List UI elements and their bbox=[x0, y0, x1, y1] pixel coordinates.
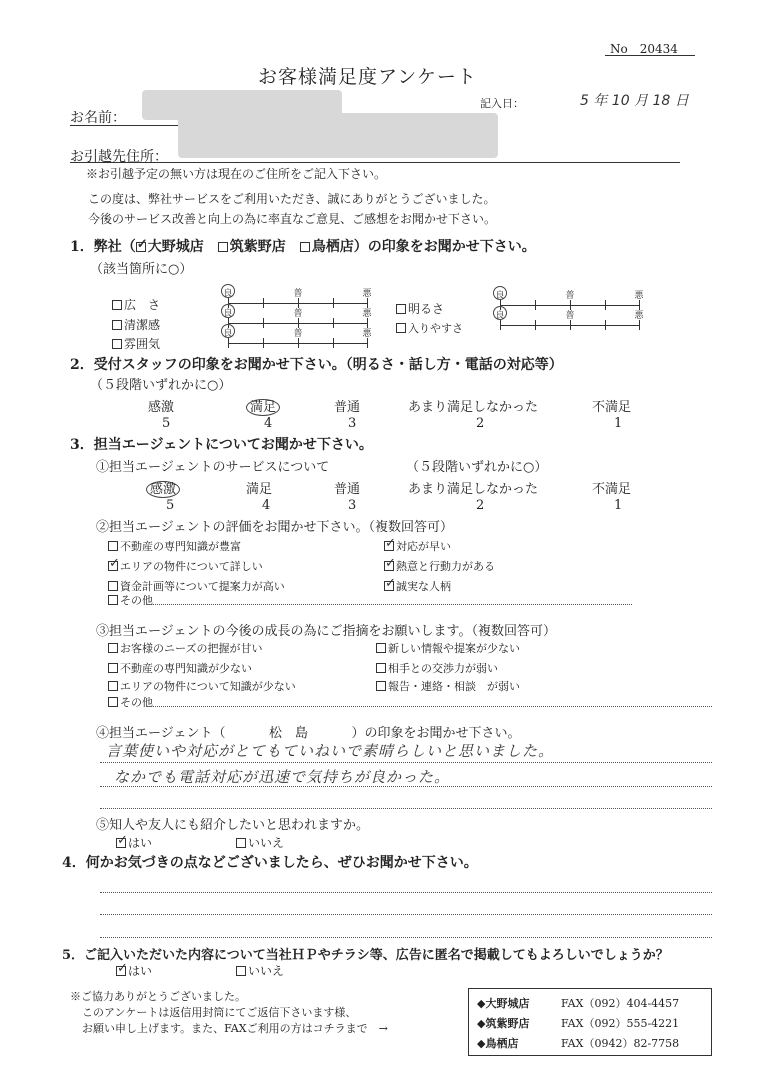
q4-line-1[interactable] bbox=[100, 892, 712, 893]
q1-sub: （該当箇所に○） bbox=[90, 262, 193, 277]
q1-item-brightness: 明るさ bbox=[396, 300, 444, 317]
selected-circle bbox=[493, 286, 507, 300]
q3-s4-line-2 bbox=[100, 786, 712, 787]
address-label: お引越先住所： bbox=[70, 149, 168, 165]
q3-s4-line-1 bbox=[100, 762, 712, 763]
q5-no: いいえ bbox=[236, 962, 284, 979]
q3-s2-opt-area: ✓エリアの物件について詳しい bbox=[108, 558, 263, 574]
q3-s3-other-line[interactable] bbox=[146, 706, 712, 707]
footer-note-1: このアンケートは返信用封筒にてご返信下さいます様、 bbox=[82, 1006, 357, 1019]
page-title: お客様満足度アンケート bbox=[258, 66, 477, 88]
q3-s3-opt-negotiation: 相手との交渉力が弱い bbox=[376, 660, 498, 676]
q3-s3-title: ③担当エージェントの今後の成長の為にご指摘をお願いします。（複数回答可） bbox=[96, 624, 556, 639]
contact-fax-onojo: FAX（092）404-4457 bbox=[561, 997, 680, 1010]
q2-level-5-num: 5 bbox=[162, 416, 171, 431]
q3-level-4-label[interactable]: 満足 bbox=[246, 482, 273, 497]
q3-level-2-label[interactable]: あまり満足しなかった bbox=[408, 482, 539, 497]
checkbox[interactable] bbox=[384, 581, 394, 591]
address-note: ※お引越予定の無い方は現在のご住所をご記入下さい。 bbox=[86, 167, 387, 181]
contact-store-onojo: ◆大野城店 bbox=[477, 997, 530, 1010]
q3-level-2-num: 2 bbox=[476, 498, 485, 513]
q3-s1-sub: （５段階いずれかに○） bbox=[406, 460, 548, 475]
q3-s5-no: いいえ bbox=[236, 834, 284, 851]
q2-level-2-label[interactable]: あまり満足しなかった bbox=[408, 400, 539, 415]
q3-s3-opt-needs: お客様のニーズの把握が甘い bbox=[108, 640, 262, 656]
q3-s3-opt-other: その他 bbox=[108, 694, 153, 710]
q3-s3-opt-info: 新しい情報や提案が少ない bbox=[376, 640, 520, 656]
date-label: 記入日： bbox=[480, 97, 524, 110]
q4-title: 4．何かお気づきの点などございましたら、ぜひお聞かせ下さい。 bbox=[62, 855, 478, 871]
q3-s4-comment-line-2[interactable]: なかでも電話対応が迅速で気持ちが良かった。 bbox=[114, 768, 451, 786]
q3-s4-title: ④担当エージェント（ 松 島 ）の印象をお聞かせ下さい。 bbox=[96, 722, 521, 741]
checkbox[interactable] bbox=[236, 838, 246, 848]
name-label: お名前： bbox=[70, 110, 126, 126]
q3-s3-opt-area: エリアの物件について知識が少ない bbox=[108, 678, 296, 694]
q3-level-3-label[interactable]: 普通 bbox=[334, 482, 361, 497]
checkbox[interactable] bbox=[376, 681, 386, 691]
q2-level-5-label[interactable]: 感激 bbox=[148, 400, 175, 415]
contact-fax-chikushino: FAX（092）555-4221 bbox=[561, 1017, 680, 1030]
q3-s5-yes: ✓はい bbox=[116, 834, 152, 851]
q3-s4-comment-line-1[interactable]: 言葉使いや対応がとてもていねいで素晴らしいと思いました。 bbox=[106, 742, 555, 760]
checkbox[interactable] bbox=[108, 643, 118, 653]
intro-line-2: 今後のサービス改善と向上の為に率直なご意見、ご感想をお聞かせ下さい。 bbox=[88, 212, 497, 226]
q3-s4-line-3 bbox=[100, 808, 712, 809]
checkbox[interactable] bbox=[108, 663, 118, 673]
store-checkbox-chikushino[interactable] bbox=[218, 242, 228, 252]
q2-level-3-label[interactable]: 普通 bbox=[334, 400, 361, 415]
q3-level-3-num: 3 bbox=[348, 498, 357, 513]
q2-level-1-num: 1 bbox=[614, 416, 623, 431]
q4-line-2[interactable] bbox=[100, 914, 712, 915]
address-redacted-field[interactable] bbox=[178, 113, 498, 158]
checkbox[interactable] bbox=[112, 339, 122, 349]
q3-s3-opt-knowledge: 不動産の専門知識が少ない bbox=[108, 660, 252, 676]
q2-sub: （５段階いずれかに○） bbox=[90, 378, 232, 393]
rating-scale-cleanliness[interactable]: 良 普 悪 bbox=[228, 318, 368, 328]
checkbox[interactable] bbox=[108, 681, 118, 691]
checkbox[interactable] bbox=[384, 541, 394, 551]
checkbox[interactable] bbox=[376, 643, 386, 653]
footer-thanks: ※ご協力ありがとうございました。 bbox=[70, 990, 246, 1003]
checkbox[interactable] bbox=[108, 541, 118, 551]
agent-name[interactable]: 松 島 bbox=[268, 726, 308, 741]
q1-item-cleanliness: 清潔感 bbox=[112, 316, 160, 333]
q1-item-size: 広 さ bbox=[112, 296, 160, 313]
checkbox[interactable] bbox=[396, 323, 406, 333]
q3-title: 3．担当エージェントについてお聞かせ下さい。 bbox=[70, 437, 373, 453]
q3-level-4-num: 4 bbox=[262, 498, 271, 513]
fax-contact-box bbox=[468, 988, 712, 1056]
q3-s2-opt-sincere: ✓誠実な人柄 bbox=[384, 578, 451, 594]
selected-circle bbox=[221, 324, 235, 338]
address-underline bbox=[70, 162, 680, 163]
q3-level-5-num: 5 bbox=[166, 498, 175, 513]
checkbox[interactable] bbox=[108, 581, 118, 591]
selected-circle bbox=[221, 284, 235, 298]
footer-note-2: お願い申し上げます。また、FAXご利用の方はコチラまで → bbox=[82, 1022, 388, 1035]
q3-s2-opt-knowledge: 不動産の専門知識が豊富 bbox=[108, 538, 241, 554]
store-checkbox-tosu[interactable] bbox=[300, 242, 310, 252]
q2-level-4-label[interactable]: 満足 bbox=[246, 396, 280, 415]
checkbox[interactable] bbox=[116, 838, 126, 848]
doc-number-underline bbox=[605, 55, 695, 56]
contact-fax-tosu: FAX（0942）82-7758 bbox=[561, 1037, 680, 1050]
q2-level-3-num: 3 bbox=[348, 416, 357, 431]
store-checkbox-onojo[interactable] bbox=[136, 242, 146, 252]
checkbox[interactable] bbox=[108, 697, 118, 707]
contact-store-chikushino: ◆筑紫野店 bbox=[477, 1017, 530, 1030]
date-value[interactable]: 5 年 10 月 18 日 bbox=[580, 93, 689, 109]
q5-title: 5．ご記入いただいた内容について当社ＨＰやチラシ等、広告に匿名で掲載してもよろしいでしょうか？ bbox=[62, 948, 669, 963]
intro-line-1: この度は、弊社サービスをご利用いただき、誠にありがとうございました。 bbox=[88, 192, 496, 206]
q3-s2-other-line[interactable] bbox=[146, 604, 632, 605]
q3-level-1-num: 1 bbox=[614, 498, 623, 513]
q3-s1-title: ①担当エージェントのサービスについて bbox=[96, 460, 330, 475]
rating-scale-accessibility[interactable]: 良 普 悪 bbox=[500, 320, 640, 330]
q3-s2-opt-passion: ✓熱意と行動力がある bbox=[384, 558, 495, 574]
q2-level-4-num: 4 bbox=[264, 416, 273, 431]
checkbox[interactable] bbox=[112, 320, 122, 330]
contact-store-tosu: ◆鳥栖店 bbox=[477, 1037, 519, 1050]
rating-scale-atmosphere[interactable]: 良 普 悪 bbox=[228, 338, 368, 348]
rating-scale-size[interactable]: 良 普 悪 bbox=[228, 298, 368, 308]
checkbox[interactable] bbox=[236, 966, 246, 976]
q3-s2-opt-planning: 資金計画等について提案力が高い bbox=[108, 578, 285, 594]
checkbox[interactable] bbox=[108, 595, 118, 605]
q3-level-5-label[interactable]: 感激 bbox=[146, 478, 180, 497]
q4-line-3[interactable] bbox=[100, 937, 712, 938]
q3-s2-opt-quick: ✓対応が早い bbox=[384, 538, 451, 554]
q2-title: 2．受付スタッフの印象をお聞かせ下さい。（明るさ・話し方・電話の対応等） bbox=[70, 357, 563, 373]
q3-s2-title: ②担当エージェントの評価をお聞かせ下さい。（複数回答可） bbox=[96, 520, 453, 535]
q1-item-atmosphere: 雰囲気 bbox=[112, 335, 160, 352]
checkbox[interactable] bbox=[112, 300, 122, 310]
q3-s5-title: ⑤知人や友人にも紹介したいと思われますか。 bbox=[96, 818, 370, 833]
q2-level-1-label[interactable]: 不満足 bbox=[592, 400, 632, 415]
rating-scale-brightness[interactable]: 良 普 悪 bbox=[500, 300, 640, 310]
q3-s2-opt-other: その他 bbox=[108, 592, 153, 608]
checkbox[interactable] bbox=[396, 304, 406, 314]
document-number: No 20434 bbox=[610, 42, 678, 56]
q5-yes: ✓はい bbox=[116, 962, 152, 979]
q2-level-2-num: 2 bbox=[476, 416, 485, 431]
q1-title: 1．弊社（✓ 大野城店 筑紫野店 鳥栖店）の印象をお聞かせ下さい。 bbox=[70, 236, 536, 256]
checkbox[interactable] bbox=[376, 663, 386, 673]
selected-circle bbox=[493, 306, 507, 320]
q3-level-1-label[interactable]: 不満足 bbox=[592, 482, 632, 497]
checkbox[interactable] bbox=[108, 561, 118, 571]
q1-item-accessibility: 入りやすさ bbox=[396, 320, 463, 336]
q3-s3-opt-report: 報告・連絡・相談 が弱い bbox=[376, 678, 520, 694]
checkbox[interactable] bbox=[384, 561, 394, 571]
checkbox[interactable] bbox=[116, 966, 126, 976]
selected-circle bbox=[221, 304, 235, 318]
